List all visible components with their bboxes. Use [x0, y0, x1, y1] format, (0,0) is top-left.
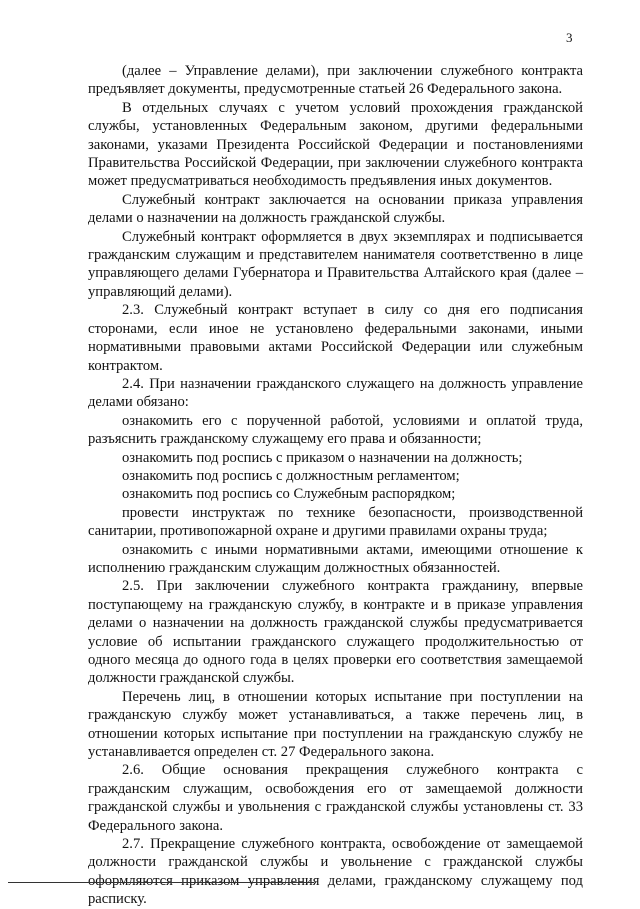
paragraph-2-7: 2.7. Прекращение служебного контракта, освобождение от замещаемой должности гражданской службы и увольнение с гражданской службы оформляются приказом управления делами, гражданскому служащему под расписку. — [88, 836, 583, 908]
paragraph-other-documents: В отдельных случаях с учетом условий прохождения гражданской службы, установленных Федеральным законом, другими федеральными законами, указами Президента Российской Федерации и постановлениями Правительства Российской Федерации, при заключении служебного контракта может предусматриваться необходимость предъявления иных документов. — [88, 99, 583, 190]
footer-rule — [8, 882, 314, 883]
paragraph-intro: (далее – Управление делами), при заключении служебного контракта предъявляет документы, предусмотренные статьей 26 Федерального закона. — [88, 63, 583, 98]
duties-list — [88, 412, 583, 578]
duty-item: ознакомить под роспись с должностным регламентом; — [122, 467, 460, 484]
paragraph-contract-basis: Служебный контракт заключается на основании приказа управления делами о назначении на должность гражданской службы. — [88, 191, 583, 227]
duty-item: ознакомить под роспись с приказом о назначении на должность; — [122, 449, 523, 466]
paragraph-2-3: 2.3. Служебный контракт вступает в силу со дня его подписания сторонами, если иное не установлено федеральными законами, иными нормативными правовыми актами Российской Федерации или служебным контрактом. — [88, 302, 583, 374]
duty-item: ознакомить с иными нормативными актами, имеющими отношение к исполнению гражданским служащим должностных обязанностей. — [88, 541, 583, 576]
paragraph-2-6: 2.6. Общие основания прекращения служебного контракта с гражданским служащим, освобождения его от замещаемой должности гражданской службы и увольнения с гражданской службы установлены ст. 33 Федерального закона. — [88, 762, 583, 834]
duty-item: ознакомить его с порученной работой, условиями и оплатой труда, разъяснить гражданскому служащему его права и обязанности; — [88, 412, 583, 448]
duty-item: ознакомить под роспись со Служебным распорядком; — [122, 486, 456, 503]
paragraph-2-5: 2.5. При заключении служебного контракта гражданину, впервые поступающему на гражданскую службу, в контракте и в приказе управления делами о назначении на должность гражданской службы предусматривается условие об испытании гражданского служащего продолжительностью от одного месяца до одного года в целях проверки его соответствия замещаемой должности гражданской службы. — [88, 578, 583, 687]
page-number: 3 — [566, 30, 573, 45]
duty-item: провести инструктаж по технике безопасности, производственной санитарии, противопожарной охране и другими правилами охраны труда; — [88, 504, 583, 540]
paragraph-contract-form: Служебный контракт оформляется в двух экземплярах и подписывается гражданским служащим и представителем нанимателя соответственно в лице управляющего делами Губернатора и Правительства Алтайского края (далее – управляющий делами). — [88, 228, 583, 300]
paragraph-2-4: 2.4. При назначении гражданского служащего на должность управление делами обязано: — [88, 375, 583, 411]
document-body — [88, 62, 583, 909]
paragraph-probation-list: Перечень лиц, в отношении которых испытание при поступлении на гражданскую службу может устанавливаться, а также перечень лиц, в отношении которых испытание при поступлении на гражданскую службу не устанавливается определен ст. 27 Федерального закона. — [88, 688, 583, 761]
